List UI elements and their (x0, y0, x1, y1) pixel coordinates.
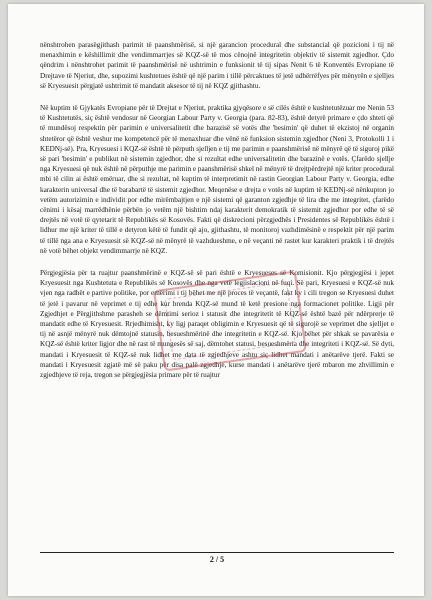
paragraph-2: Në kuptim të Gjykatës Evropiane për të Drejtat e Njeriut, praktika gjyqësore e së cilës është e kushtetutëzuar me Nenin 53 të Kushtetutës, siç është vendosur në Georgian Labour Party v. Georgia (para. 82-83), është detyrë primare e çdo shteti që të mundësoj respektin për parimin e universalitetit dhe barazisë së votës dhe 'besimin' që duhet të ekzistoj në organin shtetëror që është veshur me kompetencë për të menaxhuar dhe vënë në funksion sistemin zgjedhor (Neni 3, Protokolli 1 i KEDNj-së). Pra, Kryesuesi i KQZ-së është të përputh sjelljen e tij me parimin e paanshmërisë në mënyrë që të siguroj pikë së pari 'besimin' e publikut në sistemin zgjedhor, dhe si rezultat edhe universalitetin dhe barazinë e votës. Çfarëdo sjellje nga Kryesuesi që nuk është në përputhje me parimin e paanshmërisë shkel në mënyrë të drejtpërdrejtë një kriter procedural mbi të cilin ai është emëruar, dhe si rezultat, në kuptim të interpretimit në rastin Georgian Labour Party v. Georgia, edhe karakterin universal dhe të barabartë të sistemit zgjedhor. Meqenëse e drejta e votës në kuptim të KEDNj-së nënkupton jo vetëm autorizimin e individit por edhe mirëmbajtjen e një sistemi që garanton zgjedhje të lira dhe me integritet, çfarëdo cënimi i kësaj marrëdhënie përbën jo vetëm një bishtim ndaj karakterit demokratik të sistemit zgjedhor por edhe të së drejtës në votë të qytetarit të Republikës së Kosovës. Fakti që diskrecioni përzgjedhës i Presidentes së Republikës është i lidhur me një kriter të tillë e detyron këtë të fundit që ajo, gjithashtu, të monitoroj vazhdimësinë e respektit për një parim të tillë nga ana e Kryesuesit së KQZ-së në mënyrë të vazhdueshme, e në veçanti në rastet kur karakteri praktik i të drejtës në votë bëhet objekt vendimmarrje në KQZ. (40, 104, 394, 255)
page-number: 2 / 5 (209, 555, 225, 564)
paragraph-3: Përgjegjësia për ta ruajtur paanshmërinë e KQZ-së së pari është e Kryesueses së Komisionit. Kjo përgjegjësi i jepet Kryesuesit nga Kushtetuta e Republikës së Kosovës dhe nga vetë legjislacioni në fuqi. Së pari, Kryesuesi e KQZ-së nuk vjen nga radhët e partive politike, por emërimi i tij bëhet me një proces të veçantë, fakt ky i cili tregon se Kryesuesi duhet të jetë i pavarur në veprimet e tij edhe kur brenda KQZ-së mund të ketë presione nga formacionet politike. Ligji për Zgjedhjet e Përgjithshme parasheh se dëmtimi serioz i statusit dhe integritetit të KQZ-së është bazë për ndërprerje të mandatit edhe të Kryesuesit. Rrjedhimisht, ky ligj paraqet obligimin e Kryesuesit që të sigurojë se veprimet dhe sjelljet e tij në asnjë mënyrë nuk dëmtojnë statusin, besueshmërinë dhe integritetin e KQZ-së. Kjo bëhet për shkak se pavarësia e KQZ-së është kriter ligjor dhe në rast të mungesës së saj, dëmtohet statusi, besueshmëria dhe integriteti i KQZ-së. Së dyti, mandati i Kryesuesit të KQZ-së nuk lidhet me data të zgjedhjeve ashtu siç lidhet mandati i anëtarëve tjerë. Fakti se mandati i Kryesuesit zgjatë më së paku për disa palë zgjedhje, kurse mandati i anëtarëve tjerë mbaron me zhvillimin e zgjedhjeve të reja, tregon se përgjegjësia primare për të ruajtur (40, 269, 394, 380)
page-number-footer (40, 552, 394, 564)
document-body (40, 40, 394, 392)
document-page (8, 4, 424, 596)
paragraph-1: nënshtrohen parasëgjithash parimit të paanshmërisë, si një garancion procedural dhe substancial që pozicioni i tij në menaxhimin e këshillimit dhe vendimmarrjes së KQZ-së të mos cënojnë integritetin objektiv të sistemit zgjedhor. Çdo qëndrim i nënshtrohet parimit të paanshmërisë në ushtrimin e funksionit të tij sipas Nenit 6 të Konventës Evropiane të Drejtave të Njeriut, dhe, supozimi kushtetues është që një parim i tillë përcaktues të jetë udhërrëfyes për mënyrën e sjelljes së Kryesuesit përgjatë ushtrimit të mandatit aksesor të tij në KQZ gjithashtu. (40, 41, 394, 90)
